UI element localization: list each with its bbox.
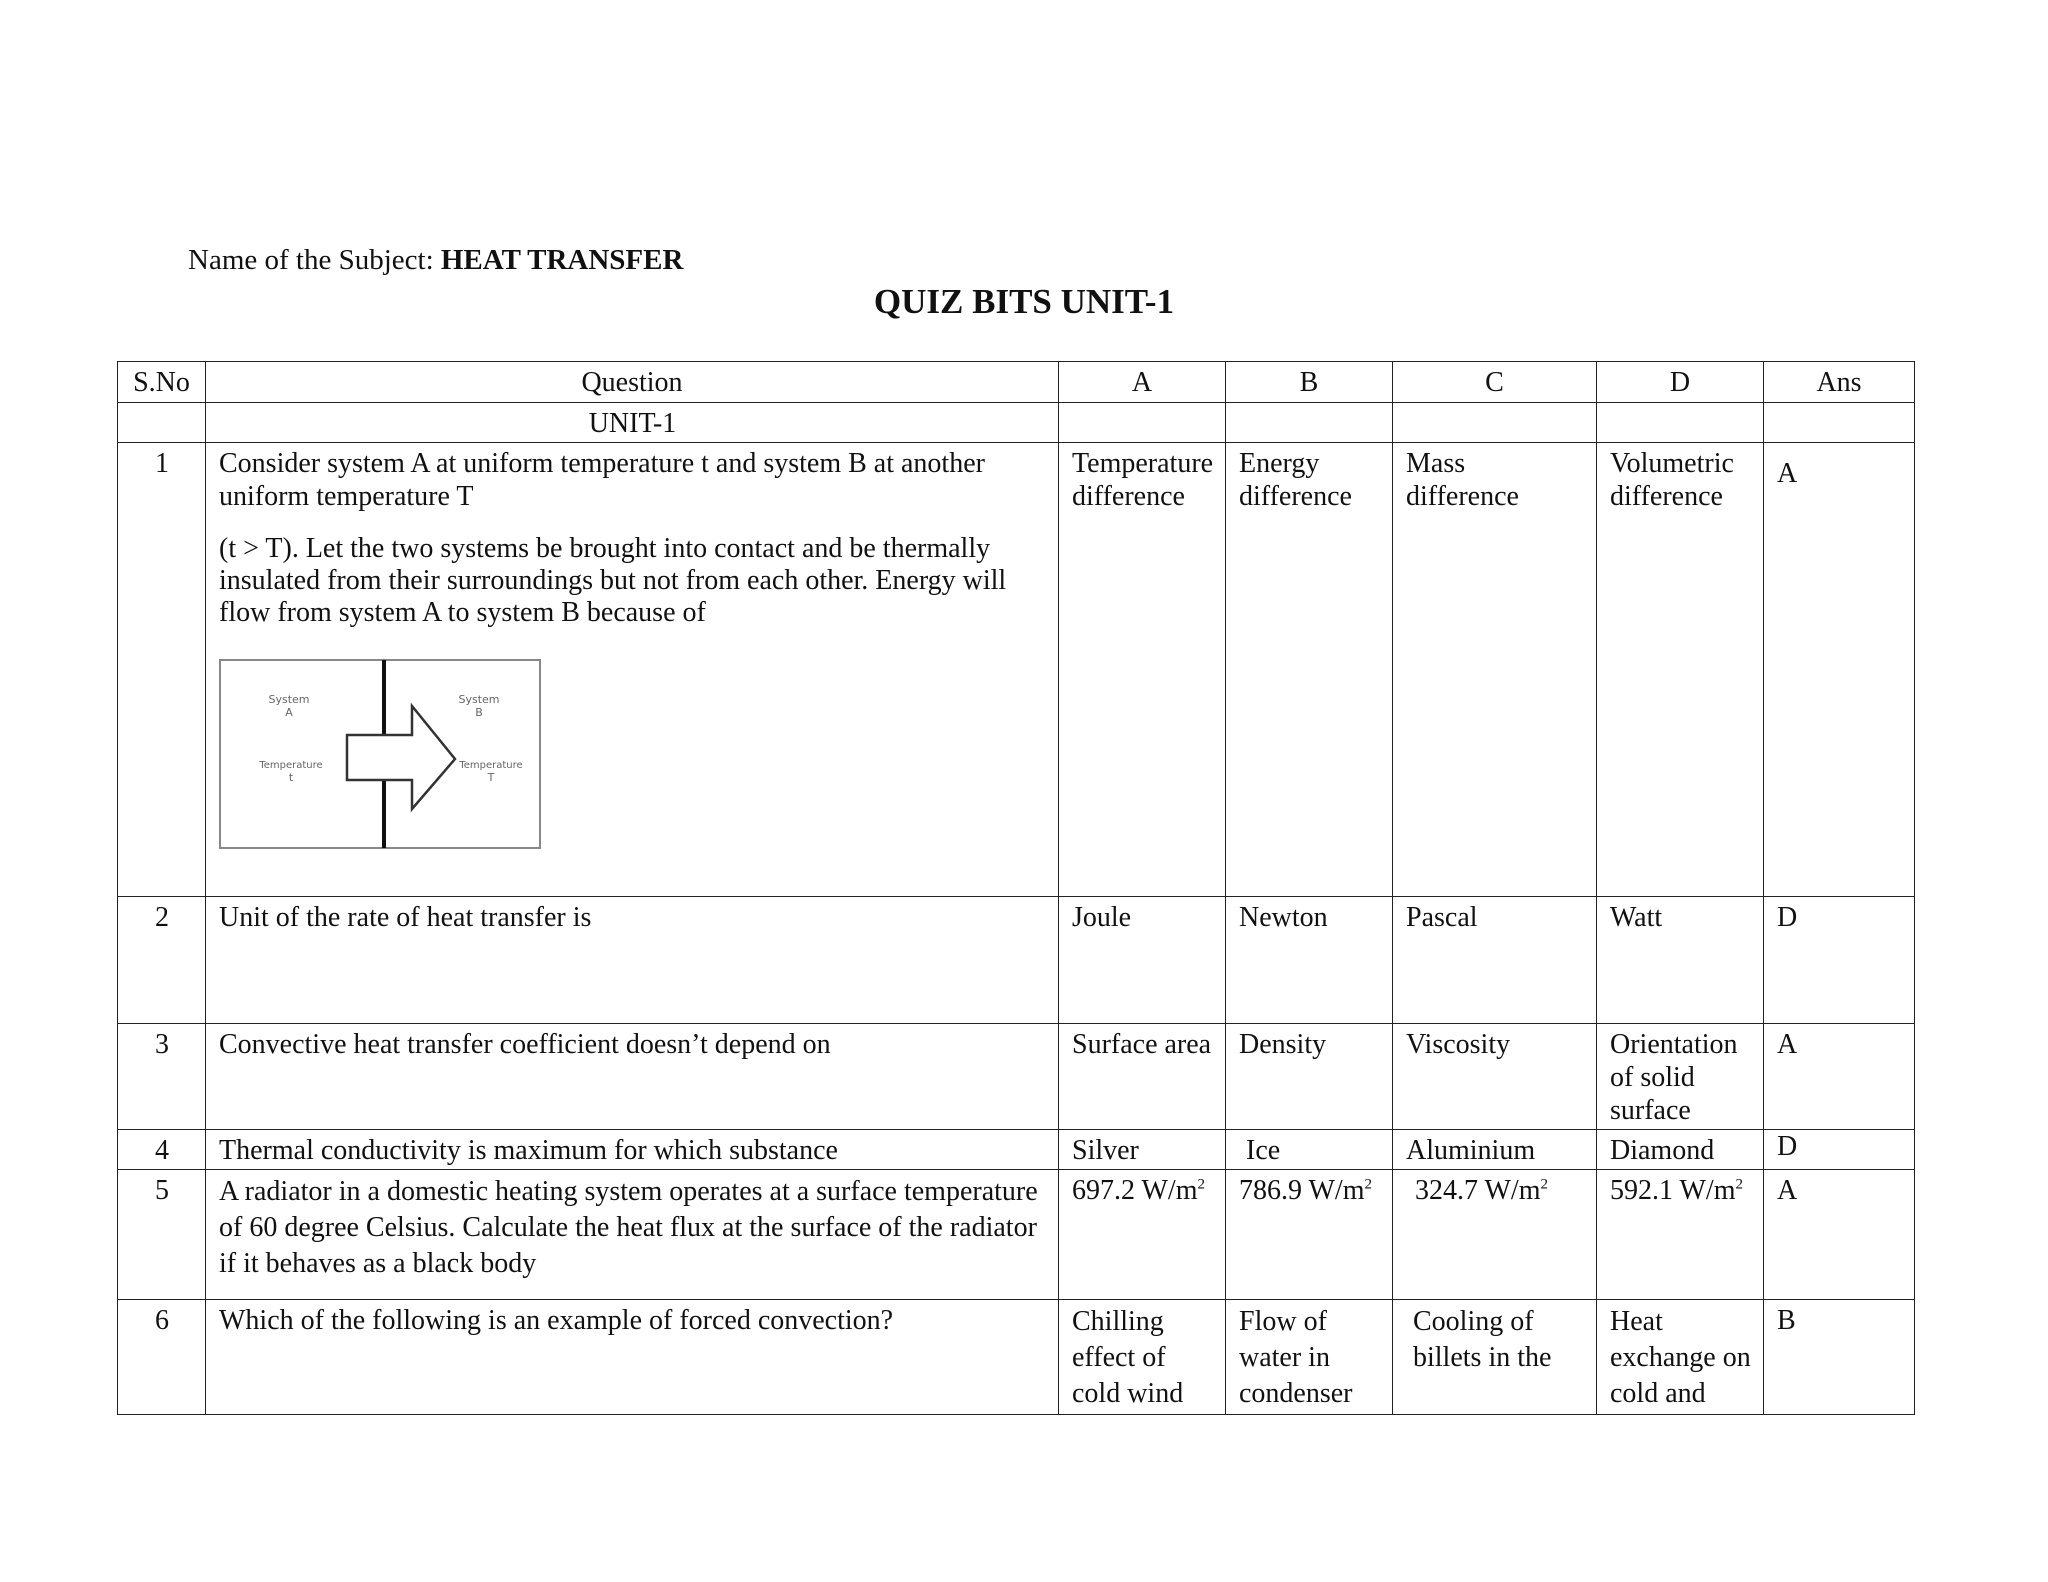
header-option-d: D	[1597, 362, 1764, 403]
question-cell: Unit of the rate of heat transfer is	[206, 897, 1059, 1024]
answer: A	[1764, 1024, 1915, 1130]
option-d: Orientation of solid surface	[1597, 1024, 1764, 1130]
unit-row-d	[1597, 403, 1764, 443]
answer: A	[1764, 1170, 1915, 1300]
option-c: Viscosity	[1393, 1024, 1597, 1130]
answer: D	[1764, 1130, 1915, 1170]
option-d: Watt	[1597, 897, 1764, 1024]
subject-line	[188, 244, 683, 277]
option-a: Chilling effect of cold wind	[1059, 1300, 1226, 1415]
option-d	[1597, 1170, 1764, 1300]
option-b: Flow of water in condenser	[1226, 1300, 1393, 1415]
row-number: 5	[118, 1170, 206, 1300]
header-answer: Ans	[1764, 362, 1915, 403]
system-a-label: System	[268, 693, 310, 706]
option-d: Heat exchange on cold and	[1597, 1300, 1764, 1415]
heat-flow-diagram	[219, 659, 541, 849]
option-c	[1393, 1170, 1597, 1300]
unit-row-b	[1226, 403, 1393, 443]
unit-exponent: 2	[1364, 1176, 1372, 1193]
option-a: Temperature difference	[1059, 443, 1226, 897]
question-cell: Thermal conductivity is maximum for which substance	[206, 1130, 1059, 1170]
option-c: Pascal	[1393, 897, 1597, 1024]
quiz-table	[117, 361, 1915, 1415]
option-d-value: 592.1 W/m	[1610, 1175, 1736, 1206]
option-b: Newton	[1226, 897, 1393, 1024]
question-cell: A radiator in a domestic heating system operates at a surface temperature of 60 degree Celsius. Calculate the heat flux at the surface of the radiator if it behaves as a black body	[206, 1170, 1059, 1300]
header-sno: S.No	[118, 362, 206, 403]
option-a: Joule	[1059, 897, 1226, 1024]
temperature-b-label: Temperature	[459, 760, 523, 771]
unit-row-c	[1393, 403, 1597, 443]
temperature-b-symbol: T	[487, 771, 495, 784]
answer: B	[1764, 1300, 1915, 1415]
table-row	[118, 443, 1915, 897]
row-number: 3	[118, 1024, 206, 1130]
system-a-letter: A	[285, 706, 293, 719]
temperature-a-symbol: t	[288, 771, 294, 784]
page-title: QUIZ BITS UNIT-1	[873, 282, 1175, 321]
option-d: Volumetric difference	[1597, 443, 1764, 897]
system-b-label: System	[458, 693, 500, 706]
option-c: Mass difference	[1393, 443, 1597, 897]
option-a	[1059, 1170, 1226, 1300]
row-number: 6	[118, 1300, 206, 1415]
option-b: Energy difference	[1226, 443, 1393, 897]
unit-row	[118, 403, 1915, 443]
option-a: Surface area	[1059, 1024, 1226, 1130]
temperature-a-label: Temperature	[259, 760, 323, 771]
answer: A	[1764, 443, 1915, 897]
subject-name: HEAT TRANSFER	[440, 244, 684, 276]
header-option-a: A	[1059, 362, 1226, 403]
row-number: 4	[118, 1130, 206, 1170]
option-b	[1226, 1170, 1393, 1300]
subject-prefix: Name of the Subject:	[188, 244, 441, 276]
unit-exponent: 2	[1735, 1176, 1743, 1193]
unit-exponent: 2	[1540, 1176, 1548, 1193]
table-row	[118, 1024, 1915, 1130]
unit-row-a	[1059, 403, 1226, 443]
question-cell: Convective heat transfer coefficient doesn’t depend on	[206, 1024, 1059, 1130]
unit-row-ans	[1764, 403, 1915, 443]
option-c: Aluminium	[1393, 1130, 1597, 1170]
option-b: Ice	[1226, 1130, 1393, 1170]
table-row	[118, 1300, 1915, 1415]
row-number: 1	[118, 443, 206, 897]
header-option-c: C	[1393, 362, 1597, 403]
option-a-value: 697.2 W/m	[1072, 1175, 1198, 1206]
unit-label: UNIT-1	[206, 403, 1059, 443]
option-c: Cooling of billets in the	[1393, 1300, 1597, 1415]
system-b-letter: B	[475, 706, 483, 719]
option-a: Silver	[1059, 1130, 1226, 1170]
table-row	[118, 1130, 1915, 1170]
table-row	[118, 1170, 1915, 1300]
header-row	[118, 362, 1915, 403]
unit-exponent: 2	[1197, 1176, 1205, 1193]
option-b: Density	[1226, 1024, 1393, 1130]
option-c-value: 324.7 W/m	[1415, 1175, 1541, 1206]
answer: D	[1764, 897, 1915, 1024]
table-row	[118, 897, 1915, 1024]
row-number: 2	[118, 897, 206, 1024]
question-cell	[206, 443, 1059, 897]
question-text-part2: (t > T). Let the two systems be brought into contact and be thermally insulated from their surroundings but not from each other. Energy will flow from system A to system B because of	[219, 533, 1007, 628]
question-cell: Which of the following is an example of forced convection?	[206, 1300, 1059, 1415]
header-option-b: B	[1226, 362, 1393, 403]
header-question: Question	[206, 362, 1059, 403]
option-b-value: 786.9 W/m	[1239, 1175, 1365, 1206]
question-text-part1: Consider system A at uniform temperature t and system B at another uniform temperature T	[219, 448, 985, 512]
option-d: Diamond	[1597, 1130, 1764, 1170]
unit-row-sno	[118, 403, 206, 443]
